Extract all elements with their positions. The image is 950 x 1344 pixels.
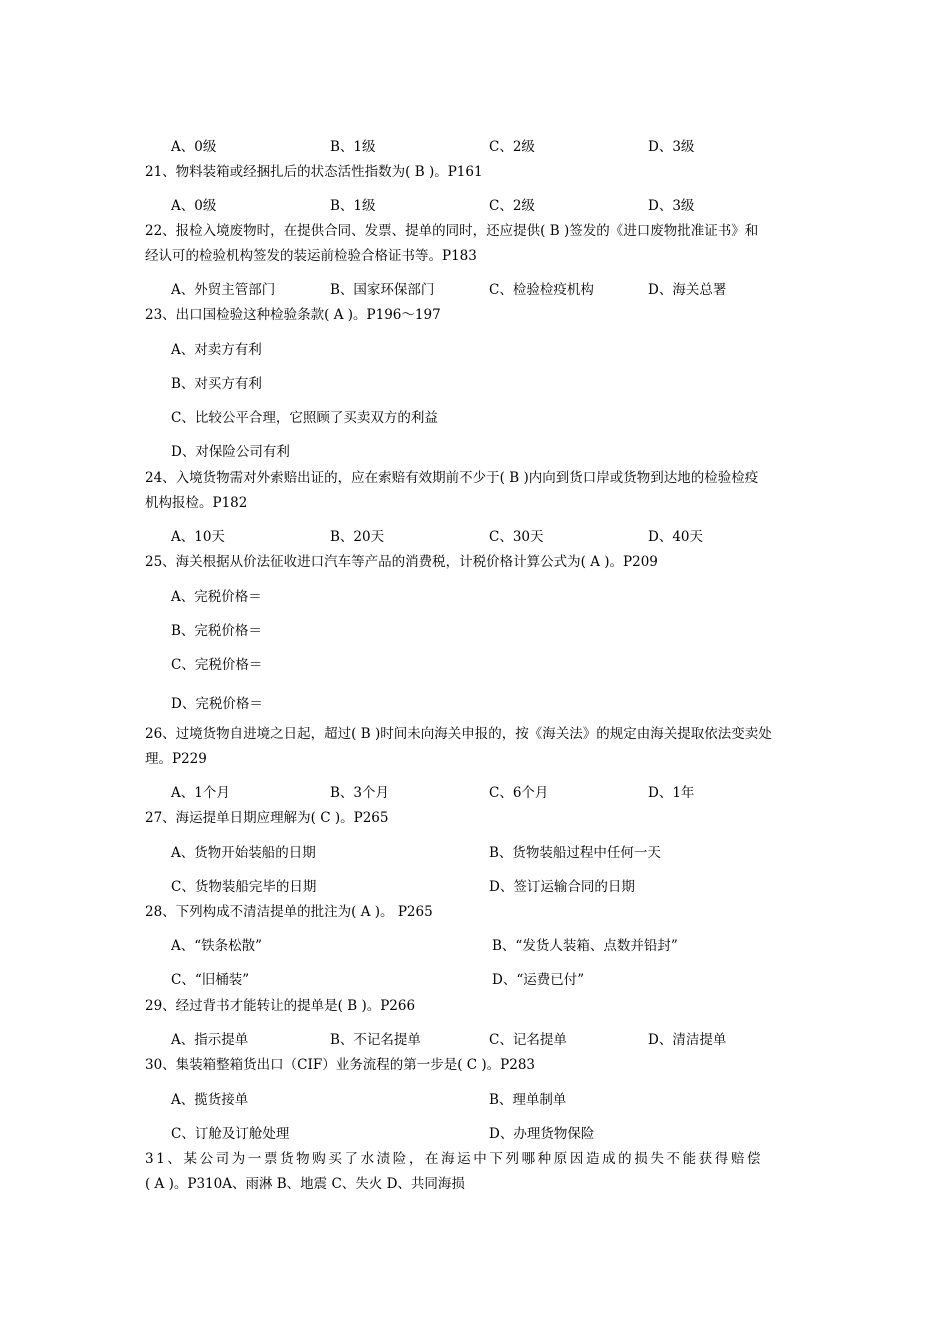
q20-option-a: A、0级 — [171, 139, 217, 155]
q26-option-b: B、3个月 — [330, 785, 390, 801]
q27-option-b: B、货物装船过程中任何一天 — [489, 845, 661, 861]
q24-stem-line2: 机构报检。P182 — [145, 495, 248, 511]
q23-option-d: D、对保险公司有利 — [171, 444, 290, 460]
q21-option-d: D、3级 — [648, 198, 695, 214]
q22-option-d: D、海关总署 — [648, 282, 727, 298]
q26-option-d: D、1年 — [648, 785, 695, 801]
q22-option-c: C、检验检疫机构 — [489, 282, 594, 298]
q31-stem-line2: ( A )。P310A、雨淋 B、地震 C、失火 D、共同海损 — [145, 1176, 465, 1192]
q22-option-b: B、国家环保部门 — [330, 282, 435, 298]
q28-stem: 28、下列构成不清洁提单的批注为( A )。 P265 — [145, 904, 433, 920]
q30-stem: 30、集装箱整箱货出口（CIF）业务流程的第一步是( C )。P283 — [145, 1057, 536, 1073]
q23-option-b: B、对买方有利 — [171, 376, 262, 392]
q24-option-c: C、30天 — [489, 529, 544, 545]
q20-option-d: D、3级 — [648, 139, 695, 155]
q29-stem: 29、经过背书才能转让的提单是( B )。P266 — [145, 998, 416, 1014]
q30-option-a: A、揽货接单 — [171, 1092, 249, 1108]
q20-option-c: C、2级 — [489, 139, 535, 155]
q27-option-a: A、货物开始装船的日期 — [171, 845, 316, 861]
q27-option-c: C、货物装船完毕的日期 — [171, 879, 317, 895]
q26-stem-line1: 26、过境货物自进境之日起，超过( B )时间未向海关申报的，按《海关法》的规定由海关提取依法变卖处 — [145, 726, 772, 742]
q24-option-b: B、20天 — [330, 529, 385, 545]
q21-option-c: C、2级 — [489, 198, 535, 214]
q29-option-a: A、指示提单 — [171, 1032, 249, 1048]
q25-option-a: A、完税价格＝ — [171, 589, 262, 605]
q24-option-d: D、40天 — [648, 529, 704, 545]
q27-option-d: D、签订运输合同的日期 — [489, 879, 635, 895]
q29-option-b: B、不记名提单 — [330, 1032, 421, 1048]
q30-option-b: B、理单制单 — [489, 1092, 567, 1108]
q26-option-a: A、1个月 — [171, 785, 230, 801]
q25-stem: 25、海关根据从价法征收进口汽车等产品的消费税，计税价格计算公式为( A )。P209 — [145, 554, 658, 570]
q21-option-a: A、0级 — [171, 198, 217, 214]
q21-stem: 21、物料装箱或经捆扎后的状态活性指数为( B )。P161 — [145, 164, 483, 180]
q26-option-c: C、6个月 — [489, 785, 549, 801]
q30-option-c: C、订舱及订舱处理 — [171, 1126, 290, 1142]
q27-stem: 27、海运提单日期应理解为( C )。P265 — [145, 810, 389, 826]
q23-option-c: C、比较公平合理，它照顾了买卖双方的利益 — [171, 410, 438, 426]
q30-option-d: D、办理货物保险 — [489, 1126, 595, 1142]
q25-option-c: C、完税价格＝ — [171, 657, 263, 673]
q26-stem-line2: 理。P229 — [145, 751, 207, 767]
q25-option-d: D、完税价格＝ — [171, 696, 263, 712]
q24-option-a: A、10天 — [171, 529, 225, 545]
q25-option-b: B、完税价格＝ — [171, 623, 262, 639]
q22-stem-line2: 经认可的检验机构签发的装运前检验合格证书等。P183 — [145, 248, 477, 264]
q29-option-c: C、记名提单 — [489, 1032, 567, 1048]
q24-stem-line1: 24、入境货物需对外索赔出证的，应在索赔有效期前不少于( B )内向到货口岸或货物到达地的检验检疫 — [145, 470, 759, 486]
q28-option-b: B、“发货人装箱、点数并铅封” — [492, 938, 678, 954]
q23-option-a: A、对卖方有利 — [171, 342, 262, 358]
q23-stem: 23、出口国检验这种检验条款( A )。P196～197 — [145, 307, 441, 323]
q22-option-a: A、外贸主管部门 — [171, 282, 276, 298]
q28-option-a: A、“铁条松散” — [171, 938, 263, 954]
q28-option-c: C、“旧桶装” — [171, 972, 250, 988]
q21-option-b: B、1级 — [330, 198, 376, 214]
q20-option-b: B、1级 — [330, 139, 376, 155]
q22-stem-line1: 22、报检入境废物时，在提供合同、发票、提单的同时，还应提供( B )签发的《进口废物批准证书》和 — [145, 223, 759, 239]
q31-stem-line1: 31、某公司为一票货物购买了水渍险，在海运中下列哪种原因造成的损失不能获得赔偿 — [145, 1151, 764, 1167]
q29-option-d: D、清洁提单 — [648, 1032, 727, 1048]
q28-option-d: D、“运费已付” — [492, 972, 585, 988]
